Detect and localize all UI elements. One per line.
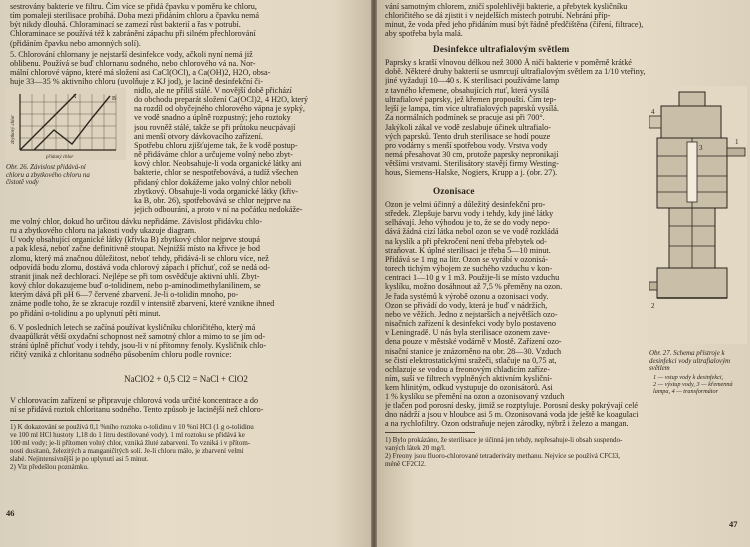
text-line: stranit jinak než dechlorací. Nejlépe se při tom osvědčuje aktivní uhlí. Zbyt- [10,271,260,281]
left-para6 [10,323,362,360]
footnote-line: 100 ml vody; je-li přítomen volný chlor, vzniká žluté zabarvení. To vzniká i v přítom- [10,439,251,447]
text-line: na rozdíl od obyčejného chlorového vápna je sypký, [134,104,305,114]
text-line: jiné vyžadují 10—40 s. K sterilisaci používáme lamp [385,76,560,86]
text-line: dává žádná cizí látka nebol ozon se ve vodě rozkládá [385,227,559,237]
text-line: vých paprsků. Tento druh sterilisace se hodí pouze [385,131,551,141]
text-line: se čistí elektrostatickými sražeči, stlačuje na 0,75 at, [385,355,557,365]
footnote-divider [10,420,100,421]
text-line: nemá přesahovat 30 cm, protože paprsky nepronikají [385,150,559,160]
figure-27-label-1: 1 [735,138,739,146]
left-after-figure-text [10,217,362,318]
text-line: strání úplně příchuť vody i tehdy, jsou-li v ní přítomny fenoly. Kysličník chlo- [10,341,267,351]
text-line: bakterie, chlor se nespotřebovává, a tudíž všechen [134,168,299,178]
text-line: Spotřebu chloru zjišťujeme tak, že k vodě postup- [134,140,298,150]
text-line: známe podle toho, že se zkracuje rozdíl v intensitě zbarvení, které vznikne ihned [10,299,275,309]
text-line: ně přidáváme chlor a určujeme volný nebo zbyt- [134,150,293,160]
left-para7 [10,396,362,414]
ozone-body-wide [385,401,743,428]
footnote-line: slabé. Nejintensivnější je po uplynutí asi 5 minut. [10,455,149,463]
text-line: 6. V posledních letech se začíná používat kysličníku chloričitého, který má [10,323,256,332]
text-line: pro vodárny s menší spotřebou vody. Vrstva vody [385,140,548,150]
text-line: jejich odbourání, a proto v ní na počátku nedokáže- [134,205,303,215]
ozone-body [385,200,643,401]
text-line: nidlo, ale ne příliš stálé. V novější době přichází [134,86,292,95]
text-line: huje 33—35 % aktivního chloru (uvolňuje z KJ jod), je lacině desinfekční či- [10,77,264,87]
right-footnotes [385,437,743,469]
text-line: Je řada systémů k výrobě ozonu a ozonisaci vody. [385,291,549,301]
text-line: minut, že voda před jeho přidáním musí být řádně předčištěna (čiření, filtrace), [385,20,644,30]
figure-26-ylabel: zbytkový chlor [11,114,16,144]
text-line: oblibenu. Používá se buď chlornanu sodného, nebo chlorového vá na. Nor- [10,59,256,69]
text-line: ultrafialové paprsky, jež křemen propouští. Čím tep- [385,95,557,105]
text-line: kyslíku, možno dosáhnout až 7,5 % přeměny na ozon. [385,282,563,292]
text-line: zlomu, který má značnou důležitost, neboť tehdy, přidává-li se chloru více, než [10,253,269,263]
text-line: době. Některé druhy bakterií se usmrcují ultrafialovým světlem za 1/10 vteřiny, [385,67,646,77]
text-line: zbytkový. Obsahuje-li voda organické látky (křiv- [134,186,299,196]
footnote-divider [385,432,475,433]
text-line: (přidáním čpavku nebo amonných solí). [10,38,141,48]
text-line: V chlorovacím zařízení se připravuje chlorová voda určité koncentrace a do [10,396,259,405]
figure-27-label-4: 4 [651,108,655,116]
text-line: na kyslík a při překročení není třeba přebytek od- [385,236,547,246]
text-line: tím pomaleji sterilisace probíhá. Doba mezi přidáním chloru a čpavku nemá [10,11,259,21]
figure-26-curve-a-label: A [72,94,77,100]
figure-26-xlabel: přidaný chlor [46,155,74,160]
text-line: ve vodě snadno a úplně rozpustný; jeho roztoky [134,113,291,123]
left-footnotes [10,424,362,471]
text-line: dvaapůlkrát větší oxydační schopnost než samotný chlor a mimo to se jím od- [10,332,266,342]
text-line: nisační stanice je znázorněno na obr. 28—30. Vzduch [385,346,562,356]
text-line: středek. Zlepšuje barvu vody i tehdy, kdy jiné látky [385,209,554,219]
text-line: vání samotným chlorem, zničí spolehlivěji bakterie, a přebytek kysličníku [385,2,628,11]
left-para5 [10,50,362,87]
text-line: je tlačen pod porosní desky, jimiž se rozptyluje. Porosní desky pokrývají celé [385,401,638,410]
text-line: dena pouze v městské vodárně v Mostě. Zařízení ozo- [385,337,562,347]
text-line: kem hlinitým, odkud vystupuje do ozonisátorů. Asi [385,383,553,393]
text-line: centraci 1—10 g v 1 m3. Použije-li se místo vzduchu [385,273,560,283]
text-line: kový chlor dokazujeme buď o-tolidinem, nebo p-aminodimethylanilinem, se [10,281,261,291]
chemical-equation: NaClO2 + 0,5 Cl2 = NaCl + ClO2 [124,374,248,384]
text-line: ani menší otvory dávkovacího zařízení. [134,131,263,141]
text-line: být nikdy dlouhá. Chloraminací se zamezí růst bakterií a řas v potrubí. [10,20,241,30]
text-line: většími vrstvami. Sterilisátory stavějí firmy Westing- [385,159,559,169]
page-number-left: 46 [6,508,15,518]
footnote-line: 2) Freony jsou fluoro-chlorované tetraderiváty methanu. Nejvíce se používá CFCl3, [385,452,621,460]
figure-27-outlet-pipe [649,282,657,290]
text-line: Přidává se 1 mg na litr. Ozon se vyrábí v ozonisá- [385,254,549,264]
text-line: jsou rovněž stálé, takže se při průtoku neucpávají [134,122,296,132]
text-line: aby spotřeba byla malá. [385,29,463,39]
text-line: sestrovány bakterie ve filtru. Čím více se přidá čpavku v poměru ke chloru, [10,2,257,11]
figure-27-graphic [649,86,747,344]
text-line: po přidání o-tolidinu a po uplynutí pěti minut. [10,308,161,318]
text-line: hous, Siemens-Halske, Nogiers, Krupp a j. (obr. 27). [385,168,558,178]
footnote-line: 1) Bylo prokázáno, že sterilisace je účinná jen tehdy, nepřesahuje-li obsah suspendo- [385,437,623,444]
text-line: straňovat. K úplné sterilisaci je třeba 5—10 minut. [385,245,551,255]
heading-uv-disinfection: Desinfekce ultrafialovým světlem [433,44,570,54]
text-line: me volný chlor, dokud ho určitou dávku nepřidáme. Závislost přidávku chlo- [10,217,263,226]
text-line: kový chlor. Neobsahuje-li voda organické látky ani [134,159,302,169]
uv-intro [385,58,743,85]
text-line: do obchodu preparát složení Ca(OCl)2, 4 H2O, který [134,95,308,105]
footnote-line: nosti dusitanů, železitých a manganičitých solí. Je-li chloru málo, je zbarvení velmi [10,447,244,455]
text-line: z tavného křemene, obsahujících rtuť, která vysílá [385,86,550,95]
left-para5-continued [134,86,362,214]
figure-26-graphic [6,88,126,160]
uv-body [385,86,643,178]
text-line: v Leningradě. U nás byla sterilisace ozonem zave- [385,328,551,338]
left-top-text [10,2,362,48]
text-line: a pak klesá, neboť začne definitivně stoupat. Nejnižší místo na křivce je bod [10,244,260,254]
text-line: 1 % kyslíku se přemění na ozon a ozonisovaný vzduch [385,392,565,402]
figure-27-legend [653,374,745,395]
footnote-line: vaných látek 20 mg/l. [385,444,446,452]
text-line: 5. Chlorování chlornany je nejstarší desinfekce vody, ačkoli nyní nemá již [10,50,253,59]
figure-26-caption: Obr. 26. Závislost přidává-ní chloru a zbytkového chloru na čistotě vody [6,164,90,187]
text-line: Paprsky s kratší vlnovou délkou než 3000 Å ničí bakterie v poměrně krátké [385,58,632,67]
figure-27-transformer [649,116,661,128]
figure-26-curve-b-label: B [112,96,117,102]
figure-27-label-3: 3 [699,144,703,152]
figure-27-quartz-lamp [687,142,697,202]
text-line: kterým dává při pH 6—7 červené zbarvení. Je-li o-tolidin mnoho, po- [10,290,239,300]
heading-ozonisation: Ozonisace [433,186,475,196]
right-top-text [385,2,743,39]
text-line: a na rychlofiltry. Ozon odstraňuje nejen zárodky, nýbrž i železo a mangan. [385,419,629,429]
text-line: nisačních zařízení k desinfekci vody bylo postaveno [385,319,556,329]
text-line: ním, suší ve filtrech vyplněných aktivním kysliční- [385,373,553,383]
figure-27-legend-line: 1 — vstup vody k desinfekci, [653,374,724,381]
figure-27-caption: Obr. 27. Schema přístroje k desinfekci vody ultrafialovým světlem [649,350,731,373]
text-line: ka B, obr. 26), spotřebovává se chlor nejprve na [134,195,291,205]
text-line: mální chlorové vápno, které má složení asi CaCl(OCl), a Ca(OH)2, H2O, obsa- [10,68,271,78]
footnote-line: méně CF2Cl2. [385,460,426,468]
text-line: odpovídá bodu zlomu, dostává voda chlorový zápach i příchuť, což se nedá od- [10,262,270,272]
footnote-line: ve 100 ml HCl hustoty 1,18 do 1 litru destilované vody). 1 ml roztoku se přidává ke [10,431,245,439]
text-line: Za normálních podmínek se pracuje asi při 700°. [385,113,545,123]
text-line: dno nádrží a jsou v hloubce asi 5 m. Ozonisovaná voda jde ještě ke koagulaci [385,410,639,420]
text-line: U vody obsahující organické látky (křivka B) zbytkový chlor nejprve stoupá [10,235,260,245]
text-line: lejší je lampa, tím více ultrafialových paprsků vysílá. [385,104,559,114]
figure-27-label-2: 2 [651,302,655,310]
text-line: přidaný chlor dokážeme jako volný chlor neboli [134,177,292,187]
text-line: ru a zbytkového chloru na jakosti vody ukazuje diagram. [10,226,197,236]
footnote-line: 2) Viz předešlou poznámku. [10,463,89,471]
text-line: Jakýkoli zákal ve vodě zeslabuje účinek ultrafialo- [385,122,551,132]
text-line: chloričitého se dá zjistit i v nejdelších místech potrubí. Nebrání příp- [385,11,611,21]
text-line: ričitý vzniká z chloritanu sodného působením chloru podle rovnice: [10,350,232,360]
footnote-line: 1) K dokazování se používá 0,1 %ního roztoku o-tolidinu v 10 %ní HCl (1 g o-tolidinu [10,424,254,431]
text-line: nebo ve věžích. Jedno z nejstarších a největších ozo- [385,309,558,319]
text-line: Chloraminace se používá též k zabránění zápachu při silném přechlorování [10,29,256,39]
figure-27-inlet-pipe [727,148,745,156]
page-number-right: 47 [729,519,738,529]
text-line: ní se přidává roztok chloritanu sodného. Tento způsob je lacinější než chloro- [10,405,264,415]
text-line: torech tichým výbojem ze suchého vzduchu v kon- [385,264,553,274]
left-page [0,0,371,547]
text-line: Ozon se přivádí do vody, která je buď v nádržích, [385,300,548,310]
text-line: selhávají. Jeho výhodou je to, že se do vody nepo- [385,218,550,228]
figure-27-diagram [649,86,747,344]
figure-27-legend-line: 2 — výstup vody, 3 — křemenná lampa, 4 — transformátor [653,381,733,395]
text-line: Ozon je velmi účinný a důležitý desinfekční pro- [385,200,546,209]
text-line: ochlazuje se vodou a freonovým chladicím zaříze- [385,364,551,374]
right-page [377,0,750,547]
figure-26-diagram [6,88,126,160]
